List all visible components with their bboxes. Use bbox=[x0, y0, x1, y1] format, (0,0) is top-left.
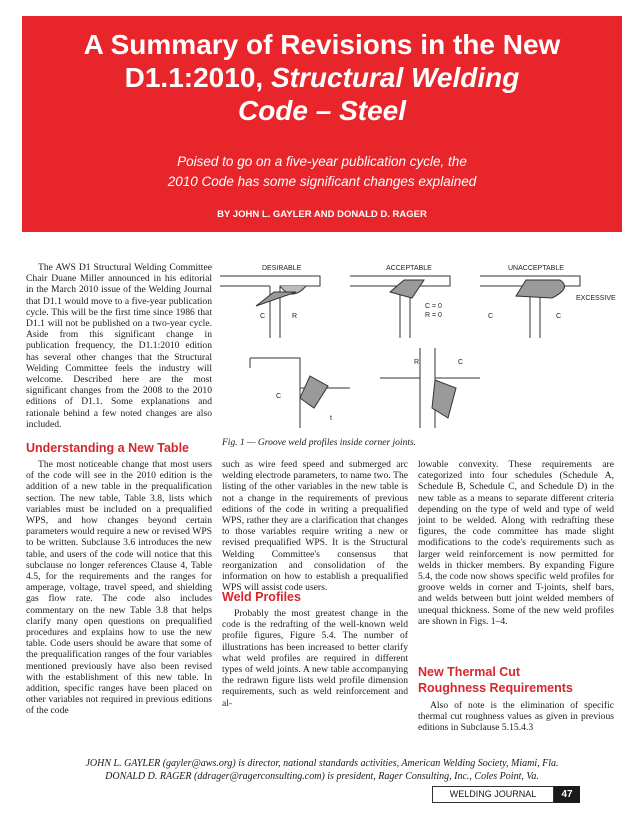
unacceptable-joint-drawing bbox=[480, 276, 580, 338]
column-1-paragraph: The most noticeable change that most users of the code will see in the 2010 edition is the addition of a new table in the prequalification section. The new table, Table 3.8, lists which variables must be included on a prequalified WPS, and how changes beyond certain parameters would require a new or revised WPS to be written. Subclause 3.6 introduces the new table, and users of the code will notice that this subclause no longer references Clause 4, Table 4.5, for the requirements and the ranges for amperage, voltage, travel speed, and shielding gas flow rate. The code also includes commentary on the new Table 3.8 that helps clarify many open questions on prequalified procedures and explains how to use the new table. Code users should be aware that some of the prequalification ranges of the four variables mentioned previously have also been revised with the establishment of this new table. In addition, specific ranges have been placed on other variables not required in previous editions of the code bbox=[26, 459, 212, 717]
label-c-desirable: C bbox=[260, 313, 266, 320]
footnote-gayler: JOHN L. GAYLER (gayler@aws.org) is director, national standards activities, American Welding Society, Miami, Fla. bbox=[85, 758, 559, 769]
column-2-paragraph-2: Probably the most greatest change in the code is the redrafting of the well-known weld profile figures, Figure 5.4. The number of illustrations has been increased to better clarify what weld profiles are required in different types of weld joints. A new table accompanying the redrawn figure lists weld profile dimension requirements, such as weld reinforcement and al- bbox=[222, 608, 408, 709]
figure-caption: Fig. 1 — Groove weld profiles inside corner joints. bbox=[222, 438, 417, 448]
article-subtitle bbox=[22, 152, 622, 192]
title-line-2 bbox=[22, 61, 622, 94]
column-3-paragraph: lowable convexity. These requirements are categorized into four schedules (Schedule A, Schedule B, Schedule C, and Schedule D) in the new table as a means to separate different criteria depending on the type of weld and type of weld joint to be welded. Along with redrafting these figures, the code committee has made slight modifications to the code's requirements such as larger weld reinforcement is now permitted for welds in thicker members. By expanding Figure 5.4, the code now shows specific weld profiles for groove welds in corner and T-joints, shelf bars, and welds between butt joint welded members of unequal thickness. Some of the new weld profiles are shown in Figs. 1–4. bbox=[418, 459, 614, 627]
label-excessive: EXCESSIVE bbox=[576, 295, 616, 302]
intro-paragraph: The AWS D1 Structural Welding Committee Chair Duane Miller announced in his editorial in the March 2010 issue of the Welding Journal that D1.1 would move to a five-year publication cycle. This will be the first time since 1986 that D1.1 will not be published on a two-year cycle. Aside from this significant change in publication frequency, the D1.1:2010 edition has several other changes that the Structural Welding Committee feels the industry will welcome. Described here are the most significant changes from the 2008 to the 2010 editions of D1.1. Some explanations and rationale behind a few noted changes are also included. bbox=[26, 262, 212, 430]
t-joint-drawing-right bbox=[380, 348, 480, 428]
desirable-joint-drawing bbox=[220, 276, 320, 338]
label-r0: R = 0 bbox=[425, 312, 442, 319]
column-2-body bbox=[222, 459, 408, 593]
journal-name: WELDING JOURNAL bbox=[432, 786, 554, 803]
label-c-t-right: C bbox=[458, 359, 464, 366]
weld-profile-figure bbox=[220, 258, 624, 438]
subtitle-line-2: 2010 Code has some significant changes explained bbox=[167, 174, 477, 189]
heading-thermal-cut-line-2: Roughness Requirements bbox=[418, 681, 573, 695]
label-c-unacceptable-2: C bbox=[556, 313, 562, 320]
page-number: 47 bbox=[554, 786, 580, 803]
column-3-paragraph-2: Also of note is the elimination of specific thermal cut roughness values as given in previous editions in Subclause 5.15.4.3 bbox=[418, 700, 614, 734]
column-2-body-2 bbox=[222, 608, 408, 709]
label-c0: C = 0 bbox=[425, 303, 442, 310]
footnote-rager: DONALD D. RAGER (ddrager@ragerconsulting.com) is president, Rager Consulting, Inc., Coles Point, Va. bbox=[105, 771, 539, 782]
label-c-unacceptable: C bbox=[488, 313, 494, 320]
subtitle-line-1: Poised to go on a five-year publication cycle, the bbox=[177, 154, 467, 169]
title-line-1: A Summary of Revisions in the New bbox=[83, 29, 561, 60]
label-desirable: DESIRABLE bbox=[262, 265, 302, 272]
column-1-body bbox=[26, 459, 212, 717]
heading-thermal-cut bbox=[418, 664, 573, 696]
label-acceptable: ACCEPTABLE bbox=[386, 265, 432, 272]
article-title bbox=[22, 28, 622, 127]
label-unacceptable: UNACCEPTABLE bbox=[508, 265, 564, 272]
label-r-desirable: R bbox=[292, 313, 298, 320]
title-line-2-plain: D1.1:2010, bbox=[124, 62, 271, 93]
heading-understanding-new-table: Understanding a New Table bbox=[26, 441, 189, 455]
heading-thermal-cut-line-1: New Thermal Cut bbox=[418, 665, 521, 679]
t-joint-drawing-left bbox=[250, 358, 350, 428]
title-line-2-italic: Structural Welding bbox=[270, 62, 520, 93]
column-3-body bbox=[418, 459, 614, 627]
column-2-paragraph: such as wire feed speed and submerged arc welding electrode parameters, to name two. The listing of the other variables in the new table is not a change in the requirements of previous editions of the code in writing a prequalified WPS, rather they are a clarification that changes to those variables require writing a new or revised prequalified WPS. It is the Structural Welding Committee's consensus that reorganization and consolidation of the information on how to establish a prequalified WPS will assist code users. bbox=[222, 459, 408, 594]
intro-paragraph-column bbox=[26, 262, 212, 430]
heading-weld-profiles: Weld Profiles bbox=[222, 590, 301, 604]
byline: BY JOHN L. GAYLER AND DONALD D. RAGER bbox=[217, 209, 427, 220]
label-r-t-right: R bbox=[414, 359, 420, 366]
author-footnote bbox=[22, 757, 622, 783]
label-c-t-left: C bbox=[276, 393, 282, 400]
title-line-3: Code – Steel bbox=[237, 95, 407, 126]
label-t: t bbox=[330, 415, 332, 422]
column-3-body-2 bbox=[418, 700, 614, 734]
